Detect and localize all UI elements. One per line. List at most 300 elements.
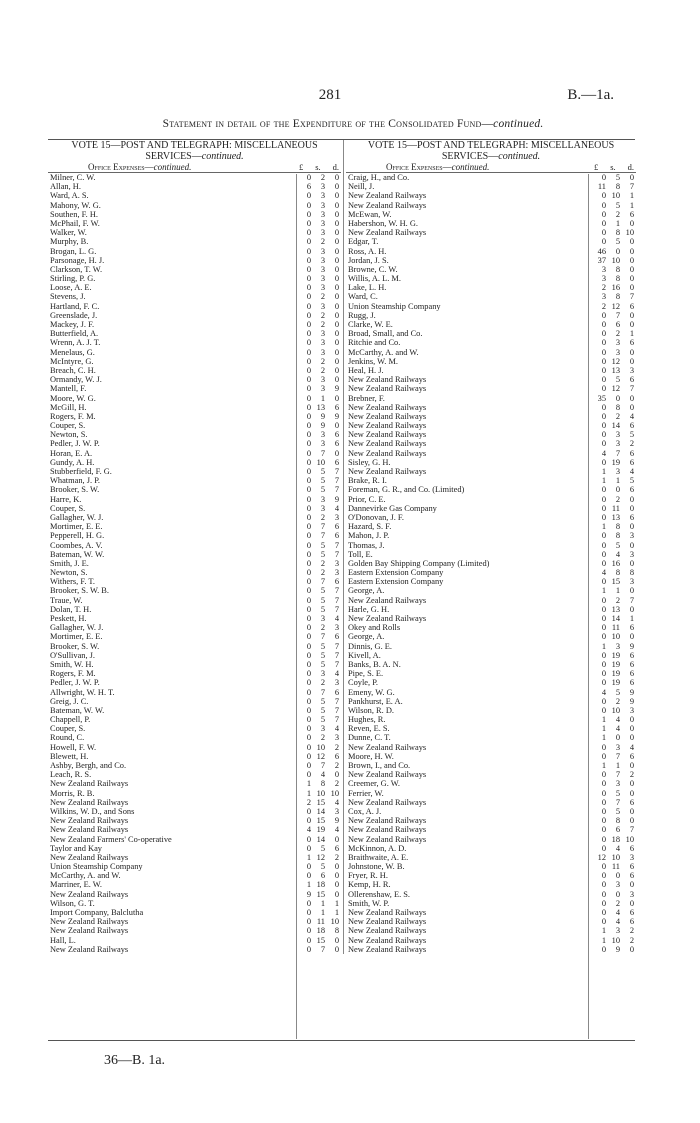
pounds-value: 0 xyxy=(601,430,606,440)
payee-name: Moore, W. G. xyxy=(50,393,96,403)
right-column xyxy=(343,140,636,954)
amount xyxy=(295,412,339,421)
pounds-value: 0 xyxy=(601,779,606,789)
shillings-header: s. xyxy=(610,162,616,172)
pence-value: 3 xyxy=(629,549,634,559)
pence-value: 0 xyxy=(629,586,634,596)
pounds-value: 0 xyxy=(306,384,311,394)
pence-value: 0 xyxy=(629,558,634,568)
table-row xyxy=(346,632,636,641)
pounds-value: 0 xyxy=(306,806,311,816)
amount xyxy=(590,311,634,320)
shillings-value: 14 xyxy=(611,614,620,623)
shillings-value: 3 xyxy=(615,641,620,651)
pence-value: 6 xyxy=(629,650,634,660)
left-amount-rule xyxy=(296,174,298,1039)
pounds-value: 0 xyxy=(601,595,606,605)
payee-name: Habershon, W. H. G. xyxy=(348,218,419,228)
amount xyxy=(295,439,339,448)
pence-value: 0 xyxy=(629,393,634,403)
pounds-value: 0 xyxy=(601,604,606,614)
payee-name: Pedler, J. W. P. xyxy=(50,678,100,688)
pence-value: 3 xyxy=(334,623,339,633)
table-row xyxy=(346,623,636,632)
pence-value: 0 xyxy=(334,209,339,219)
shillings-value: 3 xyxy=(320,724,325,734)
amount xyxy=(295,357,339,366)
pounds-value: 0 xyxy=(601,558,606,568)
table-row xyxy=(346,945,636,954)
pounds-value: 0 xyxy=(306,255,311,265)
pounds-value: 0 xyxy=(601,457,606,467)
pounds-value: 1 xyxy=(601,926,606,936)
table-row xyxy=(346,173,636,182)
shillings-value: 1 xyxy=(615,586,620,596)
amount xyxy=(590,880,634,889)
payee-name: Brake, R. I. xyxy=(348,476,387,486)
amount xyxy=(590,577,634,586)
table-row xyxy=(346,651,636,660)
pounds-value: 0 xyxy=(306,338,311,348)
pence-value: 0 xyxy=(334,283,339,293)
amount xyxy=(295,476,339,485)
payee-name: Pedler, J. W. P. xyxy=(50,439,100,449)
shillings-value: 1 xyxy=(320,393,325,403)
amount xyxy=(295,531,339,540)
payee-name: Allan, H. xyxy=(50,182,81,192)
table-row xyxy=(346,568,636,577)
pounds-value: 3 xyxy=(601,292,606,302)
table-row xyxy=(346,862,636,871)
table-row xyxy=(346,660,636,669)
table-row xyxy=(346,871,636,880)
amount xyxy=(590,807,634,816)
amount xyxy=(295,899,339,908)
table-row xyxy=(346,329,636,338)
payee-name: McEwan, W. xyxy=(348,209,392,219)
amount xyxy=(295,182,339,191)
pence-value: 7 xyxy=(629,182,634,192)
pence-value: 0 xyxy=(629,255,634,265)
table-row xyxy=(346,890,636,899)
pounds-value: 2 xyxy=(601,283,606,293)
amount xyxy=(590,449,634,458)
pence-value: 6 xyxy=(334,439,339,449)
shillings-value: 3 xyxy=(320,228,325,238)
shillings-value: 7 xyxy=(320,448,325,458)
pence-value: 5 xyxy=(629,430,634,440)
payee-name: Wilkins, W. D., and Sons xyxy=(50,806,135,816)
pence-value: 3 xyxy=(629,889,634,899)
payee-name: Pankhurst, E. A. xyxy=(348,696,403,706)
payee-name: Dinnis, G. E. xyxy=(348,641,392,651)
pounds-value: 37 xyxy=(597,255,606,265)
table-row xyxy=(346,853,636,862)
shillings-value: 5 xyxy=(320,476,325,486)
pounds-value: 1 xyxy=(601,467,606,476)
pounds-value: 0 xyxy=(601,843,606,853)
pounds-value: 0 xyxy=(306,669,311,679)
amount xyxy=(295,733,339,742)
shillings-value: 3 xyxy=(320,191,325,201)
amount xyxy=(295,798,339,807)
shillings-value: 7 xyxy=(320,687,325,697)
pence-value: 1 xyxy=(629,191,634,201)
amount xyxy=(295,338,339,347)
pence-value: 0 xyxy=(629,402,634,412)
payee-name: Creemer, G. W. xyxy=(348,779,400,789)
amount xyxy=(295,394,339,403)
shillings-value: 15 xyxy=(611,577,620,587)
shillings-value: 6 xyxy=(320,871,325,881)
table-row xyxy=(346,412,636,421)
pounds-value: 0 xyxy=(601,485,606,495)
payee-name: New Zealand Railways xyxy=(348,797,427,807)
vote-title-left: VOTE 15—POST AND TELEGRAPH: MISCELLANEOUS SERVICES— xyxy=(71,140,318,162)
amount xyxy=(590,274,634,283)
statement-title-cont: continued. xyxy=(493,118,544,130)
amount xyxy=(295,513,339,522)
amount xyxy=(295,724,339,733)
payee-name: Smith, W. H. xyxy=(50,659,94,669)
amount xyxy=(590,761,634,770)
payee-name: O'Sullivan, J. xyxy=(50,650,96,660)
shillings-value: 19 xyxy=(611,669,620,679)
payee-name: Hazard, S. F. xyxy=(348,522,392,532)
table-row xyxy=(346,182,636,191)
payee-name: Willis, A. L. M. xyxy=(348,274,401,284)
shillings-value: 5 xyxy=(320,485,325,495)
pence-value: 2 xyxy=(629,770,634,780)
payee-name: McCarthy, A. and W. xyxy=(50,871,121,881)
pounds-value: 1 xyxy=(601,761,606,770)
amount xyxy=(295,853,339,862)
table-row xyxy=(346,247,636,256)
amount xyxy=(295,559,339,568)
shillings-value: 15 xyxy=(316,889,325,899)
pounds-value: 0 xyxy=(601,365,606,375)
vote-cont-right: continued. xyxy=(498,151,541,162)
shillings-value: 12 xyxy=(316,751,325,761)
payee-name: McKinnon, A. D. xyxy=(348,843,407,853)
table-row xyxy=(346,375,636,384)
shillings-value: 3 xyxy=(320,669,325,679)
amount xyxy=(590,439,634,448)
pence-value: 0 xyxy=(629,283,634,293)
bottom-rule xyxy=(48,1040,635,1041)
pounds-value: 0 xyxy=(601,678,606,688)
pence-value: 2 xyxy=(629,439,634,449)
shillings-value: 4 xyxy=(615,917,620,927)
shillings-value: 8 xyxy=(615,531,620,541)
amount xyxy=(295,844,339,853)
table-row xyxy=(346,274,636,283)
shillings-value: 11 xyxy=(316,917,325,927)
pounds-value: 0 xyxy=(306,926,311,936)
pounds-value: 0 xyxy=(306,595,311,605)
shillings-value: 0 xyxy=(615,871,620,881)
pounds-value: 0 xyxy=(601,816,606,826)
pence-value: 0 xyxy=(334,393,339,403)
shillings-value: 0 xyxy=(615,246,620,256)
payee-name: Emeny, W. G. xyxy=(348,687,395,697)
pounds-value: 1 xyxy=(306,852,311,862)
pounds-value: 0 xyxy=(306,421,311,431)
payee-name: Couper, S. xyxy=(50,421,86,431)
shillings-value: 4 xyxy=(615,549,620,559)
table-row xyxy=(346,899,636,908)
amount xyxy=(590,586,634,595)
shillings-value: 4 xyxy=(320,770,325,780)
pounds-value: 0 xyxy=(306,715,311,725)
pence-value: 3 xyxy=(629,852,634,862)
shillings-value: 5 xyxy=(320,843,325,853)
pounds-value: 0 xyxy=(601,218,606,228)
payee-name: New Zealand Railways xyxy=(348,411,427,421)
amount xyxy=(590,642,634,651)
table-row xyxy=(346,320,636,329)
pence-value: 0 xyxy=(334,889,339,899)
shillings-value: 10 xyxy=(611,935,620,945)
pence-value: 0 xyxy=(629,310,634,320)
amount xyxy=(590,816,634,825)
pounds-value: 0 xyxy=(601,531,606,541)
pounds-value: 0 xyxy=(306,908,311,917)
pounds-value: 0 xyxy=(306,200,311,210)
pence-value: 4 xyxy=(334,797,339,807)
payee-name: Hughes, R. xyxy=(348,715,386,725)
table-row xyxy=(346,586,636,595)
payee-name: Eastern Extension Company xyxy=(348,577,444,587)
shillings-value: 12 xyxy=(316,852,325,862)
pence-value: 0 xyxy=(334,880,339,890)
pence-value: 7 xyxy=(334,705,339,715)
payee-name: Ritchie and Co. xyxy=(348,338,401,348)
pence-value: 0 xyxy=(334,320,339,329)
payee-name: Stubberfield, F. G. xyxy=(50,467,112,476)
shillings-value: 8 xyxy=(615,182,620,192)
payee-name: Ormandy, W. J. xyxy=(50,375,102,385)
table-row xyxy=(346,357,636,366)
pounds-value: 0 xyxy=(601,898,606,908)
pence-value: 10 xyxy=(625,228,634,238)
amount xyxy=(590,678,634,687)
pounds-value: 0 xyxy=(601,862,606,872)
shillings-value: 3 xyxy=(320,301,325,311)
pounds-value: 0 xyxy=(306,457,311,467)
payee-name: Loose, A. E. xyxy=(50,283,92,293)
pence-value: 10 xyxy=(625,834,634,844)
section-header-left xyxy=(48,162,341,172)
shillings-value: 7 xyxy=(320,761,325,770)
pence-value: 6 xyxy=(629,448,634,458)
pence-value: 6 xyxy=(629,917,634,927)
shillings-value: 10 xyxy=(316,457,325,467)
table-row xyxy=(346,908,636,917)
pounds-value: 0 xyxy=(306,834,311,844)
shillings-value: 16 xyxy=(611,558,620,568)
shillings-header: s. xyxy=(315,162,321,172)
shillings-value: 5 xyxy=(615,237,620,247)
table-row xyxy=(346,430,636,439)
pence-value: 8 xyxy=(629,568,634,578)
payee-name: Union Steamship Company xyxy=(348,301,441,311)
amount xyxy=(590,945,634,954)
payee-name: McCarthy, A. and W. xyxy=(348,347,419,357)
table-row xyxy=(346,366,636,375)
pounds-value: 0 xyxy=(306,329,311,339)
pounds-value: 0 xyxy=(306,751,311,761)
payee-name: New Zealand Railways xyxy=(348,191,427,201)
shillings-value: 7 xyxy=(615,310,620,320)
pounds-value: 0 xyxy=(306,632,311,642)
table-row xyxy=(346,283,636,292)
pounds-value: 0 xyxy=(306,641,311,651)
amount xyxy=(590,890,634,899)
pence-value: 0 xyxy=(334,173,339,182)
pounds-value: 0 xyxy=(601,329,606,339)
pounds-value: 0 xyxy=(601,338,606,348)
pence-value: 7 xyxy=(334,540,339,550)
pounds-value: 0 xyxy=(601,411,606,421)
amount xyxy=(295,577,339,586)
amount xyxy=(590,623,634,632)
amount xyxy=(295,715,339,724)
pence-value: 0 xyxy=(334,246,339,256)
table-row xyxy=(346,541,636,550)
pounds-value: 0 xyxy=(601,310,606,320)
payee-name: Banks, B. A. N. xyxy=(348,659,401,669)
amount xyxy=(295,743,339,752)
amount xyxy=(295,173,339,182)
pence-value: 6 xyxy=(334,402,339,412)
pence-value: 2 xyxy=(629,926,634,936)
pounds-value: 0 xyxy=(306,871,311,881)
table-row xyxy=(346,577,636,586)
shillings-value: 4 xyxy=(615,724,620,734)
shillings-value: 0 xyxy=(615,393,620,403)
amount xyxy=(295,835,339,844)
shillings-value: 3 xyxy=(320,255,325,265)
amount xyxy=(590,844,634,853)
amount xyxy=(590,724,634,733)
payee-name: Withers, F. T. xyxy=(50,577,95,587)
shillings-value: 10 xyxy=(611,632,620,642)
amount xyxy=(295,228,339,237)
amount xyxy=(590,182,634,191)
payee-name: New Zealand Railways xyxy=(348,926,427,936)
amount xyxy=(590,256,634,265)
table-row xyxy=(346,485,636,494)
table-row xyxy=(346,467,636,476)
amount xyxy=(590,752,634,761)
pence-value: 0 xyxy=(629,522,634,532)
table-row xyxy=(346,733,636,742)
pence-value: 6 xyxy=(629,871,634,881)
amount xyxy=(295,816,339,825)
shillings-value: 2 xyxy=(320,292,325,302)
shillings-value: 5 xyxy=(615,173,620,182)
payee-name: Harre, K. xyxy=(50,494,82,504)
pounds-value: 0 xyxy=(601,788,606,798)
payee-name: Kivell, A. xyxy=(348,650,381,660)
payee-name: Harle, G. H. xyxy=(348,604,390,614)
shillings-value: 4 xyxy=(615,715,620,725)
pounds-value: 0 xyxy=(601,549,606,559)
shillings-value: 8 xyxy=(615,264,620,274)
shillings-value: 7 xyxy=(615,448,620,458)
payee-name: Mantell, F. xyxy=(50,384,87,394)
pence-value: 7 xyxy=(629,595,634,605)
amount xyxy=(590,375,634,384)
pounds-value: 2 xyxy=(306,797,311,807)
amount xyxy=(590,697,634,706)
table-row xyxy=(346,210,636,219)
amount xyxy=(590,237,634,246)
shillings-value: 14 xyxy=(316,806,325,816)
amount xyxy=(590,219,634,228)
pounds-value: 0 xyxy=(601,632,606,642)
table-row xyxy=(346,265,636,274)
amount xyxy=(295,375,339,384)
amount xyxy=(295,458,339,467)
pence-value: 0 xyxy=(334,228,339,238)
pounds-value: 0 xyxy=(601,577,606,587)
pence-value: 1 xyxy=(629,329,634,339)
pence-value: 3 xyxy=(334,558,339,568)
pence-value: 4 xyxy=(334,614,339,623)
payee-name: Rogers, F. M. xyxy=(50,411,96,421)
pounds-value: 12 xyxy=(597,852,606,862)
pounds-value: 0 xyxy=(306,604,311,614)
shillings-value: 5 xyxy=(615,200,620,210)
table-row xyxy=(346,292,636,301)
amount xyxy=(295,825,339,834)
pounds-value: 3 xyxy=(601,274,606,284)
amount xyxy=(590,357,634,366)
payee-name: Coombes, A. V. xyxy=(50,540,103,550)
pence-value: 6 xyxy=(629,843,634,853)
shillings-value: 11 xyxy=(611,503,620,513)
amount xyxy=(295,688,339,697)
amount xyxy=(590,467,634,476)
amount xyxy=(590,908,634,917)
pounds-value: 0 xyxy=(306,347,311,357)
amount xyxy=(590,320,634,329)
pounds-value: 0 xyxy=(601,503,606,513)
pounds-value: 0 xyxy=(601,659,606,669)
payee-name: Milner, C. W. xyxy=(50,173,96,182)
amount xyxy=(295,495,339,504)
payee-name: Gallagher, W. J. xyxy=(50,512,104,522)
amount xyxy=(295,770,339,779)
amount xyxy=(590,485,634,494)
payee-name: McGill, H. xyxy=(50,402,87,412)
pence-value: 6 xyxy=(629,797,634,807)
amount xyxy=(295,926,339,935)
amount xyxy=(295,247,339,256)
payee-name: Dolan, T. H. xyxy=(50,604,92,614)
pounds-value: 0 xyxy=(601,917,606,927)
pounds-value: 0 xyxy=(601,797,606,807)
pounds-value: 0 xyxy=(306,540,311,550)
amount xyxy=(590,384,634,393)
amount xyxy=(590,853,634,862)
payee-name: Bateman, W. W. xyxy=(50,549,105,559)
shillings-value: 7 xyxy=(615,770,620,780)
shillings-value: 10 xyxy=(316,788,325,798)
payee-name: Chappell, P. xyxy=(50,715,91,725)
